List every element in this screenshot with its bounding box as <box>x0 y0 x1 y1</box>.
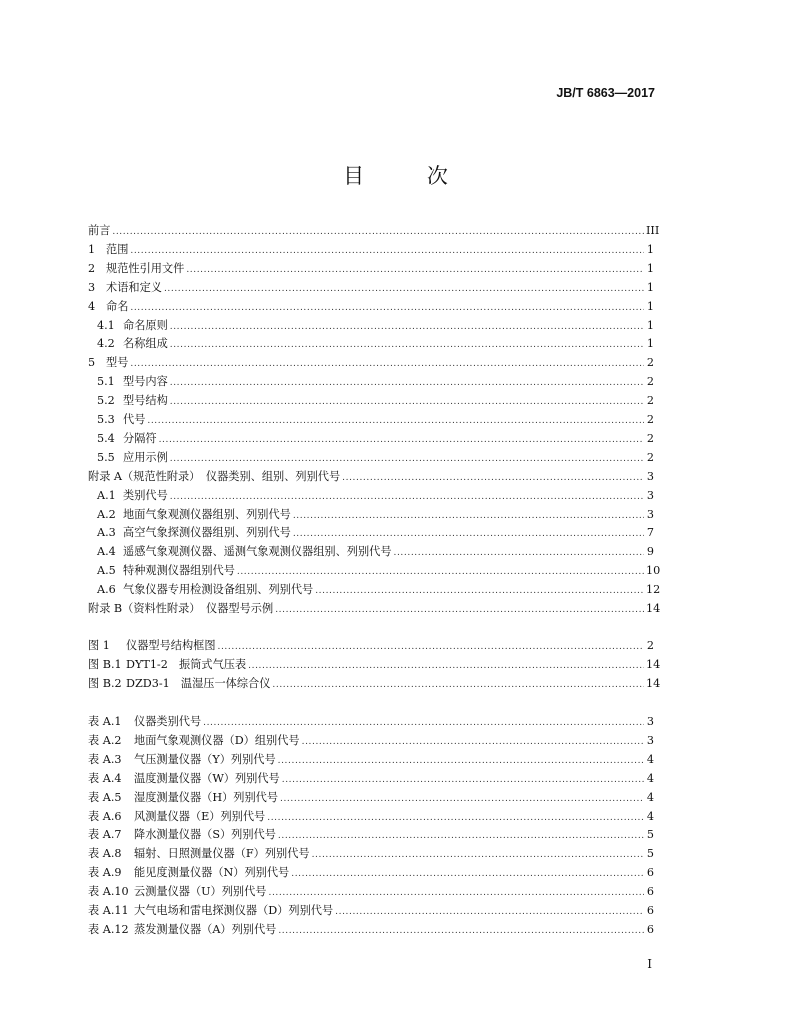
entry-page-number: 4 <box>646 809 654 823</box>
table-entry[interactable] <box>88 899 654 918</box>
entry-title: 范围 <box>106 242 129 256</box>
entry-page-number: 3 <box>646 488 654 502</box>
entry-number: 图 B.2 <box>88 676 122 690</box>
entry-title: 规范性引用文件 <box>106 261 185 275</box>
entry-page-number: 3 <box>646 469 654 483</box>
entry-page-number: 1 <box>646 242 654 256</box>
entry-title: 附录 A（规范性附录） 仪器类别、组别、列别代号 <box>88 469 341 483</box>
dot-leader <box>218 640 644 654</box>
entry-number: 图 B.1 <box>88 657 122 671</box>
entry-number: 表 A.4 <box>88 771 122 785</box>
dot-leader <box>248 659 644 673</box>
dot-leader <box>147 414 644 428</box>
entry-title: 能见度测量仪器（N）列别代号 <box>134 866 290 880</box>
dot-leader <box>170 452 644 466</box>
entry-number: 表 A.11 <box>88 904 129 917</box>
dot-leader <box>269 886 645 900</box>
entry-page-number: 1 <box>646 299 654 313</box>
entry-title: 遥感气象观测仪器、遥测气象观测仪器组别、列别代号 <box>123 545 392 559</box>
table-entry[interactable] <box>88 710 654 729</box>
entry-title: 附录 B（资料性附录） 仪器型号示例 <box>88 602 274 615</box>
dot-leader <box>315 584 644 598</box>
toc-entry[interactable] <box>88 332 654 351</box>
dot-leader <box>275 603 644 617</box>
entry-page-number: 6 <box>646 922 654 936</box>
dot-leader <box>293 509 644 523</box>
dot-leader <box>293 527 644 541</box>
entry-number: 3 <box>88 280 96 294</box>
dot-leader <box>278 924 644 938</box>
dot-leader <box>267 811 644 825</box>
entry-title: 气象仪器专用检测设备组别、列别代号 <box>123 583 314 597</box>
entry-number: A.2 <box>97 507 116 521</box>
dot-leader <box>291 867 644 881</box>
toc-entry[interactable] <box>88 540 654 559</box>
toc-entry[interactable] <box>88 408 654 427</box>
dot-leader <box>302 735 644 749</box>
entry-title: 特种观测仪器组别代号 <box>123 564 235 578</box>
entry-title: 仪器型号结构框图 <box>126 639 216 652</box>
entry-title: 大气电场和雷电探测仪器（D）列别代号 <box>134 904 334 917</box>
entry-number: 表 A.5 <box>88 790 122 804</box>
entry-page-number: 5 <box>646 847 654 861</box>
dot-leader <box>278 829 644 843</box>
entry-page-number: 2 <box>646 356 654 370</box>
entry-number: 4.2 <box>97 337 115 351</box>
entry-page-number: 5 <box>646 828 654 842</box>
entry-page-number: 4 <box>646 771 654 785</box>
toc-entry[interactable] <box>88 276 654 295</box>
entry-title: 蒸发测量仪器（A）列别代号 <box>134 922 277 936</box>
entry-number: 2 <box>88 261 96 275</box>
entry-page-number: 9 <box>646 545 654 559</box>
toc-entry[interactable] <box>88 370 654 389</box>
entry-page-number: 6 <box>646 866 654 880</box>
entry-page-number: 2 <box>646 375 654 389</box>
entry-number: 5 <box>88 356 96 370</box>
entry-title: 地面气象观测仪器组别、列别代号 <box>123 507 291 521</box>
entry-number: A.4 <box>97 545 116 559</box>
entry-page-number: 14 <box>646 676 661 690</box>
entry-page-number: 2 <box>646 639 654 652</box>
entry-title: 温度测量仪器（W）列别代号 <box>134 771 280 785</box>
toc-entry[interactable] <box>88 503 654 522</box>
dot-leader <box>170 376 644 390</box>
entry-number: 4.1 <box>97 318 115 332</box>
entry-title: 型号结构 <box>123 394 168 408</box>
toc-entry[interactable] <box>88 578 661 597</box>
entry-title: DZD3-1 温湿压一体综合仪 <box>126 676 271 690</box>
toc-entry[interactable] <box>88 219 660 238</box>
entry-page-number: 1 <box>646 280 654 294</box>
toc-entry[interactable] <box>88 351 654 370</box>
entry-title: 辐射、日照测量仪器（F）列别代号 <box>134 847 310 861</box>
dot-leader <box>272 678 644 692</box>
entry-number: 表 A.1 <box>88 715 122 728</box>
entry-title: 类别代号 <box>123 488 168 502</box>
dot-leader <box>280 792 644 806</box>
entry-number: 5.4 <box>97 431 115 445</box>
entry-page-number: 14 <box>646 602 661 615</box>
entry-page-number: 1 <box>646 337 654 351</box>
entry-number: 4 <box>88 299 96 313</box>
entry-page-number: 12 <box>646 583 661 597</box>
entry-page-number: 3 <box>646 507 654 521</box>
entry-number: 表 A.8 <box>88 847 122 861</box>
entry-number: A.6 <box>97 583 116 597</box>
entry-number: 1 <box>88 242 96 256</box>
table-entry[interactable] <box>88 880 654 899</box>
entry-page-number: 1 <box>646 261 654 275</box>
toc-entry[interactable] <box>88 521 654 540</box>
figure-entry[interactable] <box>88 653 661 672</box>
entry-title: 型号 <box>106 356 129 370</box>
entry-title: 名称组成 <box>123 337 168 351</box>
dot-leader <box>170 338 644 352</box>
entry-page-number: 1 <box>646 318 654 332</box>
dot-leader <box>130 357 644 371</box>
table-entry[interactable] <box>88 748 654 767</box>
entry-title: 型号内容 <box>123 375 168 389</box>
dot-leader <box>335 905 644 919</box>
toc-entry[interactable] <box>88 559 661 578</box>
entry-number: 表 A.2 <box>88 733 122 747</box>
entry-title: 分隔符 <box>123 431 157 445</box>
entry-page-number: 7 <box>646 526 654 540</box>
entry-page-number: 2 <box>646 431 654 445</box>
dot-leader <box>237 565 644 579</box>
toc-entry[interactable] <box>88 465 654 484</box>
entry-page-number: 3 <box>646 715 654 728</box>
entry-number: 表 A.10 <box>88 885 129 899</box>
table-entry[interactable] <box>88 729 654 748</box>
toc-entry[interactable] <box>88 314 654 333</box>
entry-page-number: 2 <box>646 450 654 464</box>
entry-title: 应用示例 <box>123 450 168 464</box>
table-entry[interactable] <box>88 823 654 842</box>
toc-entry[interactable] <box>88 389 654 408</box>
entry-title: 仪器类别代号 <box>134 715 202 728</box>
table-entry[interactable] <box>88 918 654 937</box>
entry-page-number: 2 <box>646 394 654 408</box>
toc-entry[interactable] <box>88 597 661 616</box>
entry-number: A.5 <box>97 564 116 578</box>
page-number: I <box>647 957 652 971</box>
dot-leader <box>159 433 644 447</box>
entry-title: 术语和定义 <box>106 280 162 294</box>
entry-page-number: 10 <box>646 564 661 578</box>
toc-entry[interactable] <box>88 427 654 446</box>
dot-leader <box>112 225 644 239</box>
entry-title: 命名 <box>106 299 129 313</box>
table-entry[interactable] <box>88 861 654 880</box>
dot-leader <box>170 320 644 334</box>
entry-page-number: 2 <box>646 413 654 426</box>
dot-leader <box>170 395 644 409</box>
entry-number: 5.5 <box>97 450 115 464</box>
toc-entry[interactable] <box>88 446 654 465</box>
toc-entry[interactable] <box>88 295 654 314</box>
entry-title: 降水测量仪器（S）列别代号 <box>134 828 276 842</box>
entry-page-number: 3 <box>646 733 654 747</box>
entry-title: 前言 <box>88 224 111 237</box>
entry-number: A.1 <box>97 488 116 502</box>
entry-title: 命名原则 <box>123 318 168 332</box>
entry-page-number: 4 <box>646 752 654 766</box>
dot-leader <box>130 301 644 315</box>
table-entry[interactable] <box>88 786 654 805</box>
entry-page-number: 6 <box>646 904 654 917</box>
dot-leader <box>186 263 644 277</box>
entry-page-number: III <box>646 224 660 237</box>
entry-title: 地面气象观测仪器（D）组别代号 <box>134 733 300 747</box>
figure-entry[interactable] <box>88 672 661 691</box>
entry-number: 表 A.6 <box>88 809 122 823</box>
dot-leader <box>130 244 644 258</box>
entry-title: 代号 <box>123 413 146 426</box>
entry-page-number: 4 <box>646 790 654 804</box>
entry-number: 表 A.12 <box>88 922 129 936</box>
entry-title: 风测量仪器（E）列别代号 <box>134 809 266 823</box>
toc-entry[interactable] <box>88 484 654 503</box>
entry-number: 表 A.7 <box>88 828 122 842</box>
entry-title: 高空气象探测仪器组别、列别代号 <box>123 526 291 540</box>
toc-entry[interactable] <box>88 238 654 257</box>
dot-leader <box>164 282 644 296</box>
page-title: 目 次 <box>343 164 476 188</box>
dot-leader <box>342 471 644 485</box>
table-entry[interactable] <box>88 842 654 861</box>
entry-page-number: 6 <box>646 885 654 899</box>
dot-leader <box>312 848 644 862</box>
dot-leader <box>170 490 644 504</box>
table-entry[interactable] <box>88 805 654 824</box>
entry-title: 云测量仪器（U）列别代号 <box>134 885 267 899</box>
toc-entry[interactable] <box>88 257 654 276</box>
dot-leader <box>282 773 644 787</box>
figure-entry[interactable] <box>88 634 654 653</box>
entry-page-number: 14 <box>646 657 661 671</box>
entry-number: 5.2 <box>97 394 115 408</box>
entry-title: 湿度测量仪器（H）列别代号 <box>134 790 279 804</box>
entry-number: 表 A.9 <box>88 866 122 880</box>
entry-number: 5.3 <box>97 413 115 426</box>
entry-title: 气压测量仪器（Y）列别代号 <box>134 752 276 766</box>
dot-leader <box>203 716 644 730</box>
entry-title: DYT1-2 振筒式气压表 <box>126 657 247 671</box>
table-entry[interactable] <box>88 767 654 786</box>
entry-number: 图 1 <box>88 639 110 652</box>
entry-number: 5.1 <box>97 375 115 389</box>
dot-leader <box>278 754 644 768</box>
entry-number: A.3 <box>97 526 116 540</box>
standard-code: JB/T 6863—2017 <box>556 86 655 100</box>
dot-leader <box>394 546 644 560</box>
entry-number: 表 A.3 <box>88 752 122 766</box>
